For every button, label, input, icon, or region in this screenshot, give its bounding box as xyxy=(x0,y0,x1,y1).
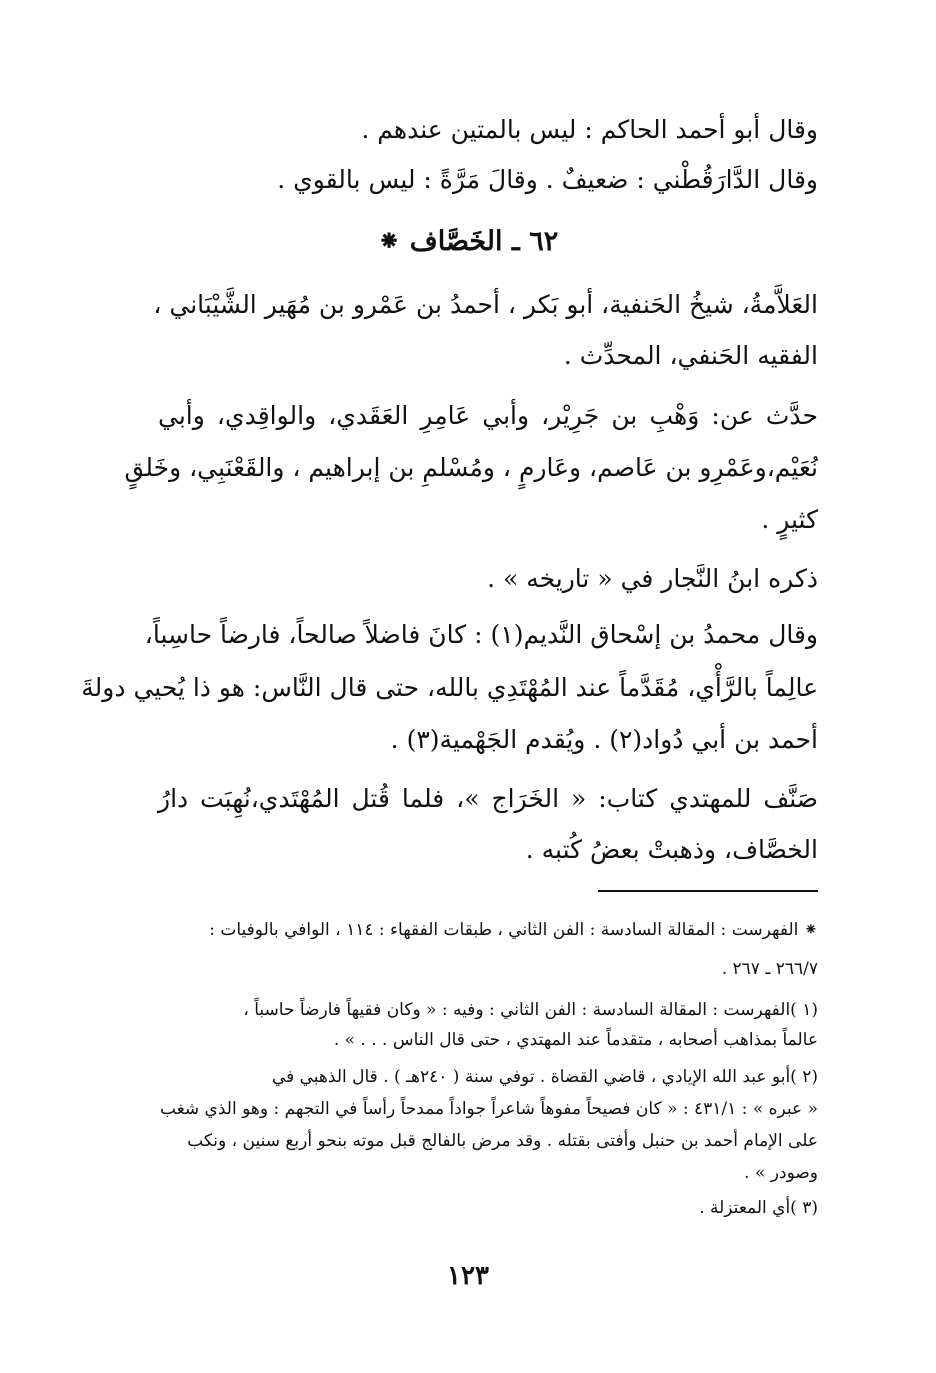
body-line: وقال الدَّارَقُطْني : ضعيفٌ . وقالَ مَرَّةً : ليس بالقوي . xyxy=(277,165,818,194)
footnote-line: (٢ )أبو عبد الله الإيادي ، قاضي القضاة . توفي سنة ( ٢٤٠هـ ) . قال الذهبي في xyxy=(271,1067,818,1087)
section-title: ٦٢ ـ الخَصَّاف ⁕ xyxy=(377,226,559,257)
footnote-line: عالماً بمذاهب أصحابه ، متقدماً عند المهتدي ، حتى قال الناس . . . » . xyxy=(333,1030,818,1050)
paragraph-line: كثيرٍ . xyxy=(761,505,818,534)
body-line: وقال أبو أحمد الحاكم : ليس بالمتين عندهم . xyxy=(361,115,818,144)
paragraph-line: عالِماً بالرَّأْي، مُقَدَّماً عند المُهْتَدِي بالله، حتى قال النَّاس: هو ذا يُحيي دولةَ xyxy=(81,673,818,702)
footnote-separator xyxy=(598,890,818,892)
paragraph-line: الفقيه الحَنفي، المحدِّث . xyxy=(563,341,818,370)
page-number: ١٢٣ xyxy=(447,1261,489,1291)
footnote-line: على الإمام أحمد بن حنبل وأفتى بقتله . وقد مرض بالفالج قبل موته بنحو أربع سنين ، ونكب xyxy=(187,1131,818,1151)
paragraph-line: وقال محمدُ بن إسْحاق النَّديم(١) : كانَ فاضلاً صالحاً، فارضاً حاسِباً، xyxy=(144,620,818,649)
paragraph-line: أحمد بن أبي دُواد(٢) . ويُقدم الجَهْمية(٣) . xyxy=(390,725,818,754)
footnote-line: (٣ )أي المعتزلة . xyxy=(699,1198,818,1218)
paragraph-line: نُعَيْم،وعَمْرِو بن عَاصم، وعَارمٍ ، ومُسْلمِ بن إبراهيم ، والقَعْنَبِي، وخَلقٍ xyxy=(124,453,818,482)
footnote-line: ⁕ الفهرست : المقالة السادسة : الفن الثاني ، طبقات الفقهاء : ١١٤ ، الوافي بالوفيات : xyxy=(209,920,818,940)
footnote-line: وصودر » . xyxy=(744,1163,818,1183)
paragraph-line: صَنَّف للمهتدي كتاب: « الخَرَاج »، فلما قُتل المُهْتَدي،نُهِبَت دارُ xyxy=(158,784,818,813)
footnote-line: « عبره » : ٤٣١/١ : « كان فصيحاً مفوهاً شاعراً جواداً ممدحاً رأساً في التجهم : وهو الذي شغب xyxy=(160,1099,818,1119)
footnote-line: ٢٦٦/٧ ـ ٢٦٧ . xyxy=(721,959,818,979)
paragraph-line: حدَّث عن: وَهْبِ بن جَرِيْر، وأبي عَامِرِ العَقَدي، والواقِدي، وأبي xyxy=(158,401,818,430)
paragraph-line: الخصَّاف، وذهبتْ بعضُ كُتبه . xyxy=(525,835,818,864)
paragraph-line: ذكره ابنُ النَّجار في « تاريخه » . xyxy=(487,564,818,593)
footnote-line: (١ )الفهرست : المقالة السادسة : الفن الثاني : وفيه : « وكان فقيهاً فارضاً حاسباً ، xyxy=(243,1000,818,1020)
paragraph-line: العَلاَّمةُ، شيخُ الحَنفية، أبو بَكر ، أحمدُ بن عَمْرو بن مُهَير الشَّيْبَاني ، xyxy=(153,290,818,319)
